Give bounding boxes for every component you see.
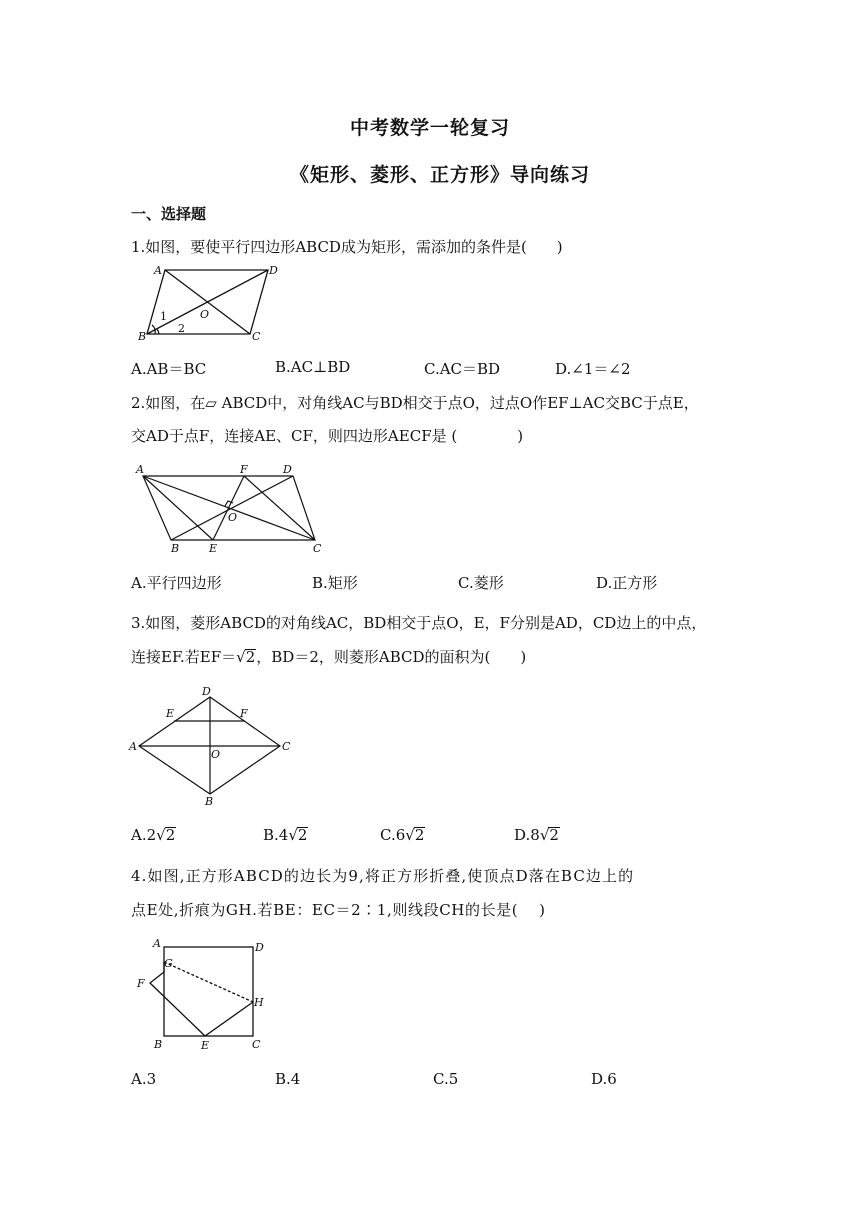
q4-label-h: H <box>254 996 264 1009</box>
q1-option-b[interactable]: B.AC⊥BD <box>275 358 351 376</box>
q1-option-d[interactable]: D.∠1＝∠2 <box>555 360 631 378</box>
q3-text-line2-start: 连接EF.若EF＝ <box>131 648 237 666</box>
q3-text-line2-radicand: 2 <box>245 648 256 666</box>
q4-text-line2: 点E处,折痕为GH.若BE：EC＝2∶1,则线段CH的长是( ) <box>131 901 546 919</box>
q1-label-d: D <box>269 264 278 277</box>
section-heading: 一、选择题 <box>131 205 207 223</box>
q4-label-f: F <box>137 977 145 990</box>
q3-option-a[interactable]: A.2√2 <box>131 826 176 844</box>
q2-text-line1: 2.如图，在▱ ABCD中，对角线AC与BD相交于点O，过点O作EF⊥AC交BC于点E， <box>131 394 699 412</box>
q3-label-e: E <box>166 707 175 720</box>
q2-label-d: D <box>283 463 292 476</box>
q4-label-g: G <box>164 957 173 970</box>
q2-label-f: F <box>240 463 248 476</box>
q1-option-c[interactable]: C.AC＝BD <box>424 360 501 378</box>
q1-option-a[interactable]: A.AB＝BC <box>131 360 207 378</box>
q3-option-c[interactable]: C.6√2 <box>380 826 425 844</box>
q3-text-line2: 连接EF.若EF＝√2，BD＝2，则菱形ABCD的面积为( ) <box>131 648 527 666</box>
q3-label-o: O <box>211 748 221 761</box>
q4-label-d: D <box>255 941 264 954</box>
q2-option-a[interactable]: A.平行四边形 <box>131 574 222 592</box>
q1-label-2: 2 <box>178 322 185 335</box>
q3-option-d[interactable]: D.8√2 <box>514 826 559 844</box>
q4-option-d[interactable]: D.6 <box>591 1070 617 1088</box>
q2-option-c[interactable]: C.菱形 <box>458 574 504 592</box>
q3-label-f: F <box>240 707 248 720</box>
q2-option-d[interactable]: D.正方形 <box>596 574 658 592</box>
q4-label-c: C <box>252 1038 261 1051</box>
q3-figure <box>127 684 297 808</box>
q2-label-c: C <box>313 542 322 555</box>
q4-label-b: B <box>154 1038 163 1051</box>
q3-option-b[interactable]: B.4√2 <box>263 826 308 844</box>
page-subtitle: 《矩形、菱形、正方形》导向练习 <box>289 164 590 186</box>
q2-label-o: O <box>228 511 238 524</box>
q1-label-o: O <box>200 308 210 321</box>
q1-text: 1.如图，要使平行四边形ABCD成为矩形，需添加的条件是( ) <box>131 238 563 256</box>
q3-label-a: A <box>129 740 137 753</box>
q2-text-line2: 交AD于点F，连接AE、CF，则四边形AECF是 ( ) <box>131 427 524 445</box>
q4-option-b[interactable]: B.4 <box>275 1070 301 1088</box>
q2-option-b[interactable]: B.矩形 <box>312 574 358 592</box>
q4-figure <box>133 936 273 1058</box>
q2-label-e: E <box>209 542 218 555</box>
q3-text-line2-end: ，BD＝2，则菱形ABCD的面积为( ) <box>256 648 527 666</box>
q2-label-a: A <box>136 463 144 476</box>
q3-text-line1: 3.如图，菱形ABCD的对角线AC，BD相交于点O，E，F分别是AD，CD边上的中点， <box>131 614 707 632</box>
q1-label-1: 1 <box>160 310 167 323</box>
q3-label-c: C <box>282 740 291 753</box>
q4-label-e: E <box>201 1039 210 1052</box>
q3-label-d: D <box>202 685 211 698</box>
q1-label-c: C <box>252 330 261 343</box>
q4-label-a: A <box>153 937 161 950</box>
q1-figure <box>138 262 284 344</box>
page-title: 中考数学一轮复习 <box>349 117 510 139</box>
q3-label-b: B <box>205 795 214 808</box>
q2-figure <box>133 460 333 556</box>
q4-option-a[interactable]: A.3 <box>131 1070 157 1088</box>
q4-option-c[interactable]: C.5 <box>433 1070 459 1088</box>
q1-label-a: A <box>154 264 162 277</box>
q2-label-b: B <box>171 542 180 555</box>
q4-text-line1: 4.如图,正方形ABCD的边长为9,将正方形折叠,使顶点D落在BC边上的 <box>131 867 635 885</box>
q1-label-b: B <box>138 330 147 343</box>
